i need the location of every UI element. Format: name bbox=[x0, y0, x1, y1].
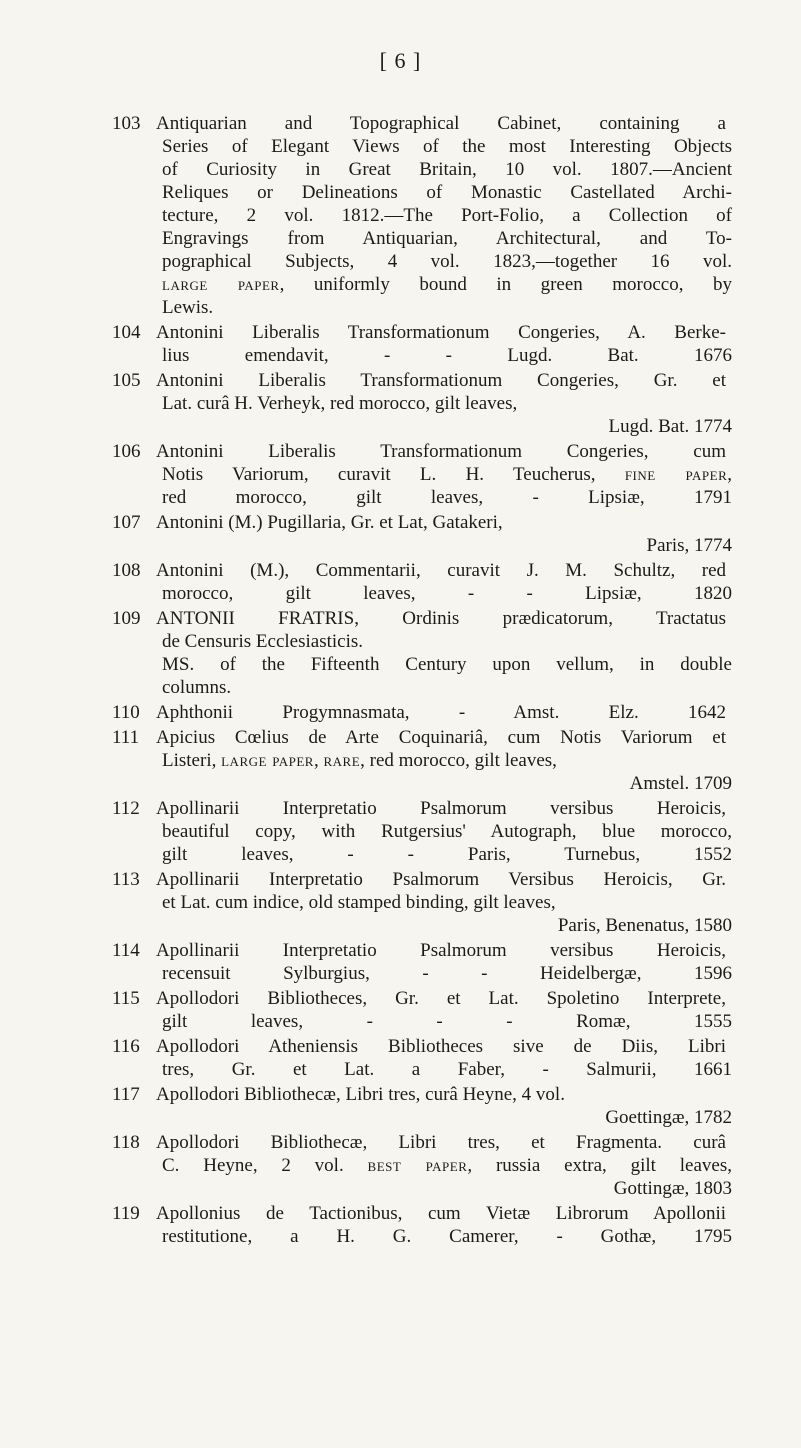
entry-line: Antonini Liberalis Transformationum Congeries, Gr. et bbox=[156, 370, 726, 391]
entry-line: Antonini Liberalis Transformationum Congeries, A. Berke- bbox=[156, 322, 726, 343]
entry-number: 111 bbox=[112, 727, 140, 748]
entry-line: Antonini (M.), Commentarii, curavit J. M. Schultz, red bbox=[156, 560, 726, 581]
entry-line: large paper, uniformly bound in green morocco, by bbox=[162, 274, 732, 295]
catalogue-entry bbox=[0, 112, 801, 319]
entry-line: Antonini Liberalis Transformationum Congeries, cum bbox=[156, 441, 726, 462]
entry-line: Engravings from Antiquarian, Architectural, and To- bbox=[162, 228, 732, 249]
catalogue-entry bbox=[0, 701, 801, 724]
entry-line: Goettingæ, 1782 bbox=[605, 1107, 732, 1128]
entry-number: 110 bbox=[112, 702, 140, 723]
entry-line: C. Heyne, 2 vol. best paper, russia extra, gilt leaves, bbox=[162, 1155, 732, 1176]
entry-number: 106 bbox=[112, 441, 141, 462]
entry-line: MS. of the Fifteenth Century upon vellum, in double bbox=[162, 654, 732, 675]
entry-line: Amstel. 1709 bbox=[629, 773, 732, 794]
catalogue-entry bbox=[0, 939, 801, 985]
entry-number: 116 bbox=[112, 1036, 140, 1057]
entry-line: Lugd. Bat. 1774 bbox=[608, 416, 732, 437]
entry-line: Gottingæ, 1803 bbox=[613, 1178, 732, 1199]
entry-line: et Lat. cum indice, old stamped binding, gilt leaves, bbox=[162, 892, 556, 913]
catalogue-entry bbox=[0, 1202, 801, 1248]
entry-line: lius emendavit, - - Lugd. Bat. 1676 bbox=[162, 345, 732, 366]
catalogue-entry bbox=[0, 511, 801, 557]
catalogue-entry bbox=[0, 607, 801, 699]
entry-line: red morocco, gilt leaves, - Lipsiæ, 1791 bbox=[162, 487, 732, 508]
entry-line: Aphthonii Progymnasmata, - Amst. Elz. 1642 bbox=[156, 702, 726, 723]
entry-line: Antiquarian and Topographical Cabinet, containing a bbox=[156, 113, 726, 134]
catalogue-entry bbox=[0, 868, 801, 937]
catalogue-entry bbox=[0, 797, 801, 866]
entry-number: 107 bbox=[112, 512, 141, 533]
entry-line: Paris, Benenatus, 1580 bbox=[557, 915, 732, 936]
entry-line: Apollodori Bibliothecæ, Libri tres, et Fragmenta. curâ bbox=[156, 1132, 726, 1153]
entry-line: tecture, 2 vol. 1812.—The Port-Folio, a Collection of bbox=[162, 205, 732, 226]
entry-line: ANTONII FRATRIS, Ordinis prædicatorum, Tractatus bbox=[156, 608, 726, 629]
entry-number: 117 bbox=[112, 1084, 140, 1105]
entry-line: Apicius Cœlius de Arte Coquinariâ, cum Notis Variorum et bbox=[156, 727, 726, 748]
entry-line: de Censuris Ecclesiasticis. bbox=[162, 631, 364, 652]
entry-line: Apollodori Bibliotheces, Gr. et Lat. Spoletino Interprete, bbox=[156, 988, 726, 1009]
entry-line: Series of Elegant Views of the most Interesting Objects bbox=[162, 136, 732, 157]
catalogue-entry bbox=[0, 1131, 801, 1200]
entry-line: Apollodori Atheniensis Bibliotheces sive de Diis, Libri bbox=[156, 1036, 726, 1057]
entry-line: morocco, gilt leaves, - - Lipsiæ, 1820 bbox=[162, 583, 732, 604]
entry-number: 103 bbox=[112, 113, 141, 134]
entry-line: restitutione, a H. G. Camerer, - Gothæ, 1795 bbox=[162, 1226, 732, 1247]
entry-line: Apollinarii Interpretatio Psalmorum versibus Heroicis, bbox=[156, 940, 726, 961]
entry-line: Lewis. bbox=[162, 297, 214, 318]
entry-line: Apollodori Bibliothecæ, Libri tres, curâ Heyne, 4 vol. bbox=[156, 1084, 565, 1105]
entry-line: of Curiosity in Great Britain, 10 vol. 1807.—Ancient bbox=[162, 159, 732, 180]
catalogue-entry bbox=[0, 1083, 801, 1129]
entry-number: 115 bbox=[112, 988, 140, 1009]
entry-line: pographical Subjects, 4 vol. 1823,—together 16 vol. bbox=[162, 251, 732, 272]
entry-line: Apollinarii Interpretatio Psalmorum Versibus Heroicis, Gr. bbox=[156, 869, 726, 890]
entry-line: tres, Gr. et Lat. a Faber, - Salmurii, 1661 bbox=[162, 1059, 732, 1080]
entry-line: Paris, 1774 bbox=[646, 535, 732, 556]
catalogue-entry bbox=[0, 1035, 801, 1081]
entry-number: 113 bbox=[112, 869, 140, 890]
catalogue-entry bbox=[0, 321, 801, 367]
entry-number: 119 bbox=[112, 1203, 140, 1224]
entry-number: 114 bbox=[112, 940, 140, 961]
entry-line: Notis Variorum, curavit L. H. Teucherus, fine paper, bbox=[162, 464, 732, 485]
catalogue-entry bbox=[0, 440, 801, 509]
page-number: [ 6 ] bbox=[379, 48, 422, 73]
entry-line: Apollonius de Tactionibus, cum Vietæ Librorum Apollonii bbox=[156, 1203, 726, 1224]
entry-line: Apollinarii Interpretatio Psalmorum versibus Heroicis, bbox=[156, 798, 726, 819]
entry-line: gilt leaves, - - - Romæ, 1555 bbox=[162, 1011, 732, 1032]
catalogue-entry bbox=[0, 987, 801, 1033]
entry-number: 109 bbox=[112, 608, 141, 629]
entry-line: Antonini (M.) Pugillaria, Gr. et Lat, Gatakeri, bbox=[156, 512, 503, 533]
entry-line: recensuit Sylburgius, - - Heidelbergæ, 1596 bbox=[162, 963, 732, 984]
entry-number: 105 bbox=[112, 370, 141, 391]
entry-number: 112 bbox=[112, 798, 140, 819]
entry-line: gilt leaves, - - Paris, Turnebus, 1552 bbox=[162, 844, 732, 865]
entry-number: 104 bbox=[112, 322, 141, 343]
catalogue-entry bbox=[0, 559, 801, 605]
entry-number: 118 bbox=[112, 1132, 140, 1153]
entry-line: Lat. curâ H. Verheyk, red morocco, gilt leaves, bbox=[162, 393, 518, 414]
entry-line: columns. bbox=[162, 677, 232, 698]
entry-number: 108 bbox=[112, 560, 141, 581]
catalogue-entry bbox=[0, 369, 801, 438]
entry-line: Reliques or Delineations of Monastic Castellated Archi- bbox=[162, 182, 732, 203]
entry-line: beautiful copy, with Rutgersius' Autograph, blue morocco, bbox=[162, 821, 732, 842]
catalogue-entry bbox=[0, 726, 801, 795]
entry-line: Listeri, large paper, rare, red morocco, gilt leaves, bbox=[162, 750, 557, 771]
catalogue-entries bbox=[0, 112, 801, 1250]
